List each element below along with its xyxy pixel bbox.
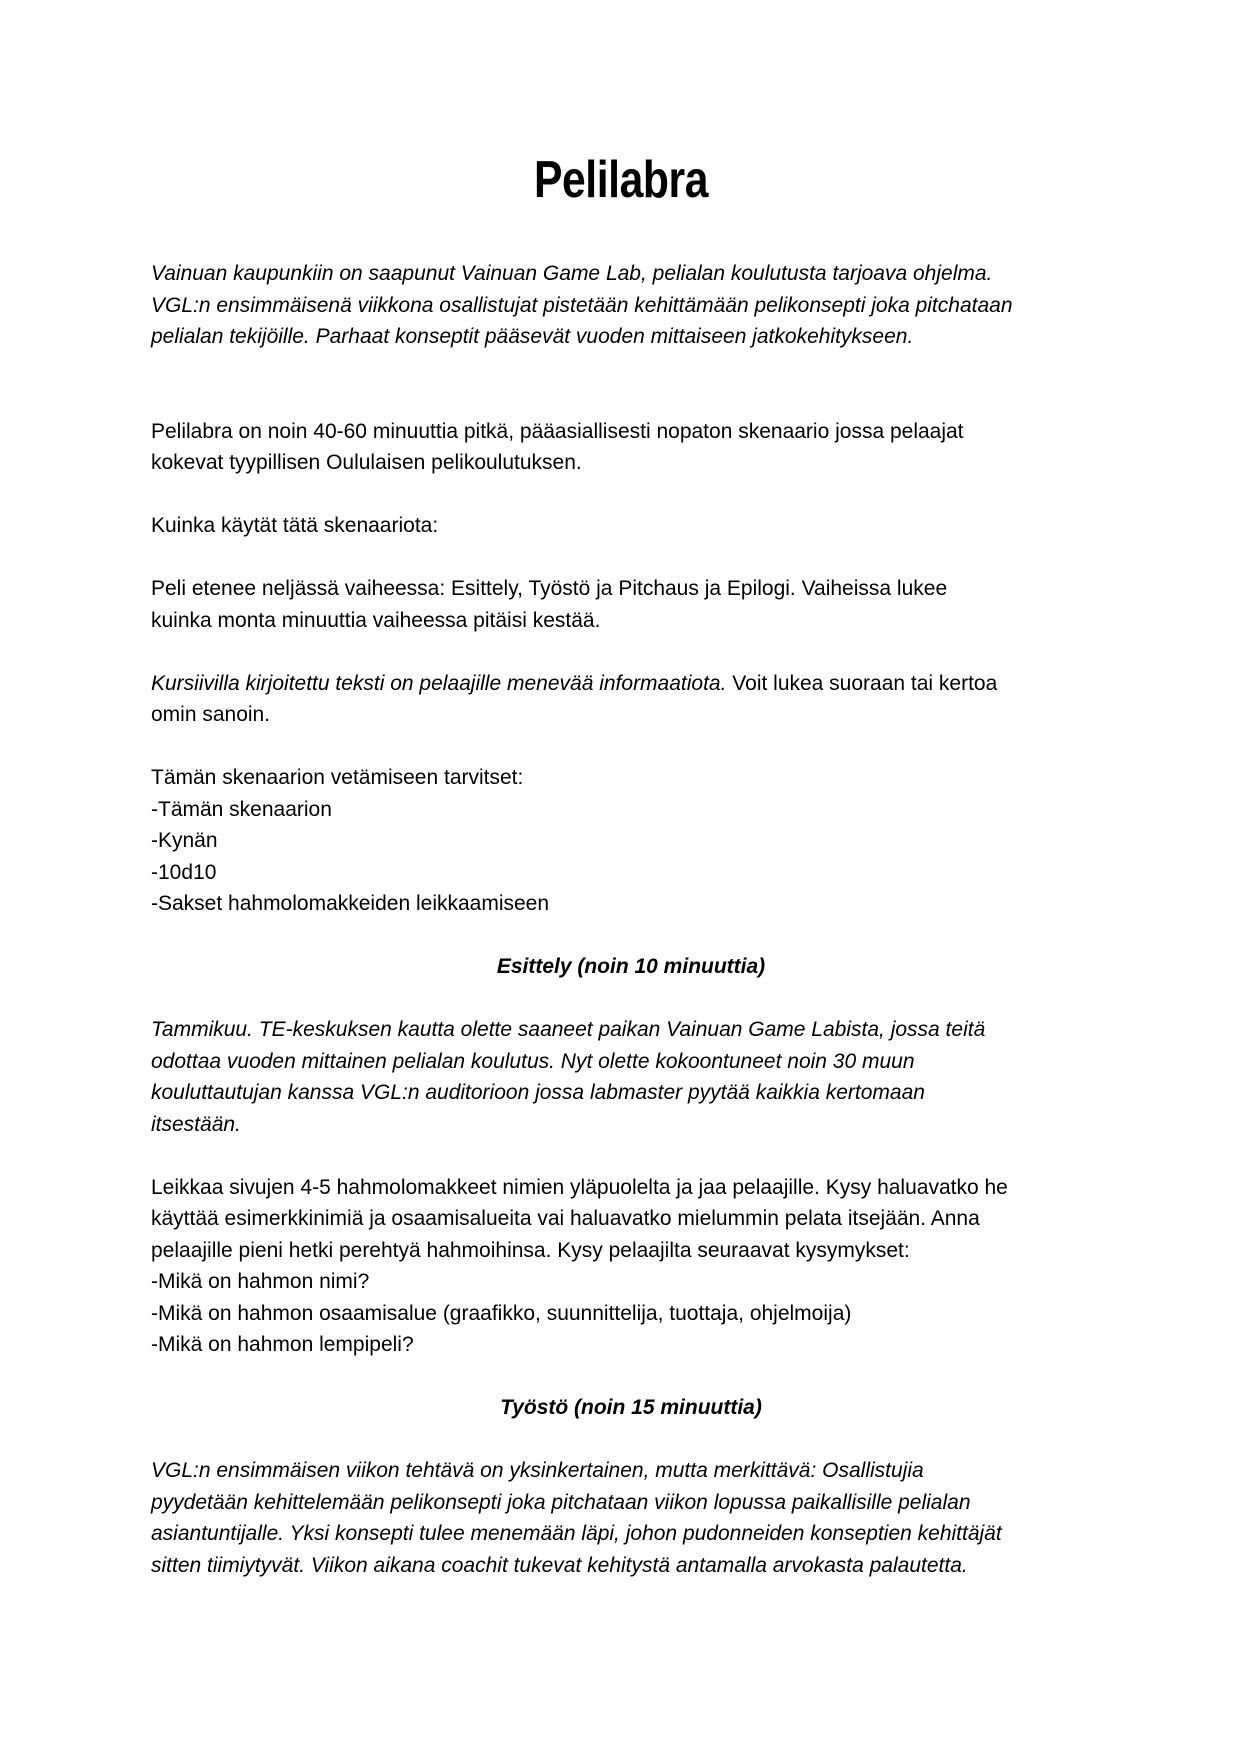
italic-note-italic: Kursiivilla kirjoitettu teksti on pelaajille menevää informaatiota. (151, 671, 727, 695)
requirement-item: -Tämän skenaarion (151, 797, 332, 821)
tyosto-italic-line: sitten tiimiytyvät. Viikon aikana coachit tukevat kehitystä antamalla arvokasta palautetta. (151, 1553, 968, 1577)
phases-paragraph (151, 573, 1111, 636)
requirement-item: -Kynän (151, 829, 218, 852)
italic-note-normal: Voit lukea suoraan tai kertoa (726, 671, 998, 695)
intro-line: pelialan tekijöille. Parhaat konseptit pääsevät vuoden mittaiseen jatkokehitykseen. (151, 325, 914, 348)
phases-line: Peli etenee neljässä vaiheessa: Esittely, Työstö ja Pitchaus ja Epilogi. Vaiheissa lukee (151, 577, 948, 600)
tyosto-italic-line: VGL:n ensimmäisen viikon tehtävä on yksinkertainen, mutta merkittävä: Osallistujia (151, 1459, 924, 1482)
esittely-instructions (151, 1172, 1111, 1361)
italic-note-paragraph (151, 668, 1111, 731)
intro-paragraph (151, 258, 1111, 353)
tyosto-italic-line: asiantuntijalle. Yksi konsepti tulee menemään läpi, johon pudonneiden konseptien kehittäjät (151, 1522, 1002, 1545)
instruction-line: -Mikä on hahmon lempipeli? (151, 1333, 414, 1356)
esittely-italic-line: odottaa vuoden mittainen pelialan koulutus. Nyt olette kokoontuneet noin 30 muun (151, 1049, 915, 1073)
instruction-line: Leikkaa sivujen 4-5 hahmolomakkeet nimien yläpuolelta ja jaa pelaajille. Kysy haluavatko he (151, 1175, 1008, 1199)
requirement-item: -10d10 (151, 860, 217, 884)
description-line: kokevat tyypillisen Oululaisen pelikoulutuksen. (151, 451, 582, 474)
esittely-italic-paragraph (151, 1014, 1111, 1140)
intro-line: Vainuan kaupunkiin on saapunut Vainuan Game Lab, pelialan koulutusta tarjoava ohjelma. (151, 262, 993, 285)
tyosto-italic-line: pyydetään kehittelemään pelikonsepti joka pitchataan viikon lopussa paikallisille pelialan (151, 1490, 971, 1514)
instruction-line: pelaajille pieni hetki perehtyä hahmoihinsa. Kysy pelaajilta seuraavat kysymykset: (151, 1238, 910, 1262)
esittely-italic-line: itsestään. (151, 1112, 241, 1136)
section-heading-esittely: Esittely (noin 10 minuuttia) (496, 955, 766, 978)
italic-note-line2: omin sanoin. (151, 703, 271, 726)
document-body (151, 258, 1111, 1581)
description-line: Pelilabra on noin 40-60 minuuttia pitkä, pääasiallisesti nopaton skenaario jossa pelaajat (151, 419, 964, 443)
instruction-line: -Mikä on hahmon nimi? (151, 1270, 370, 1293)
tyosto-italic-paragraph (151, 1455, 1111, 1581)
requirements-list (151, 762, 1111, 920)
esittely-italic-line: Tammikuu. TE-keskuksen kautta olette saaneet paikan Vainuan Game Labista, jossa teitä (151, 1018, 986, 1041)
italic-note-line (151, 668, 1111, 700)
requirements-heading: Tämän skenaarion vetämiseen tarvitset: (151, 766, 524, 789)
esittely-italic-line: kouluttautujan kanssa VGL:n auditorioon jossa labmaster pyytää kaikkia kertomaan (151, 1081, 925, 1104)
page-title: Pelilabra (533, 151, 709, 209)
instruction-line: käyttää esimerkkinimiä ja osaamisalueita vai haluavatko mielummin pelata itsejään. Anna (151, 1207, 980, 1230)
instruction-line: -Mikä on hahmon osaamisalue (graafikko, suunnittelija, tuottaja, ohjelmoija) (151, 1301, 852, 1325)
how-to-use-heading: Kuinka käytät tätä skenaariota: (151, 514, 439, 537)
intro-line: VGL:n ensimmäisenä viikkona osallistujat pistetään kehittämään pelikonsepti joka pitchataan (151, 293, 1013, 317)
requirement-item: -Sakset hahmolomakkeiden leikkaamiseen (151, 892, 550, 915)
phases-line: kuinka monta minuuttia vaiheessa pitäisi kestää. (151, 608, 601, 632)
description-paragraph (151, 416, 1111, 479)
section-heading-tyosto: Työstö (noin 15 minuuttia) (500, 1396, 762, 1419)
